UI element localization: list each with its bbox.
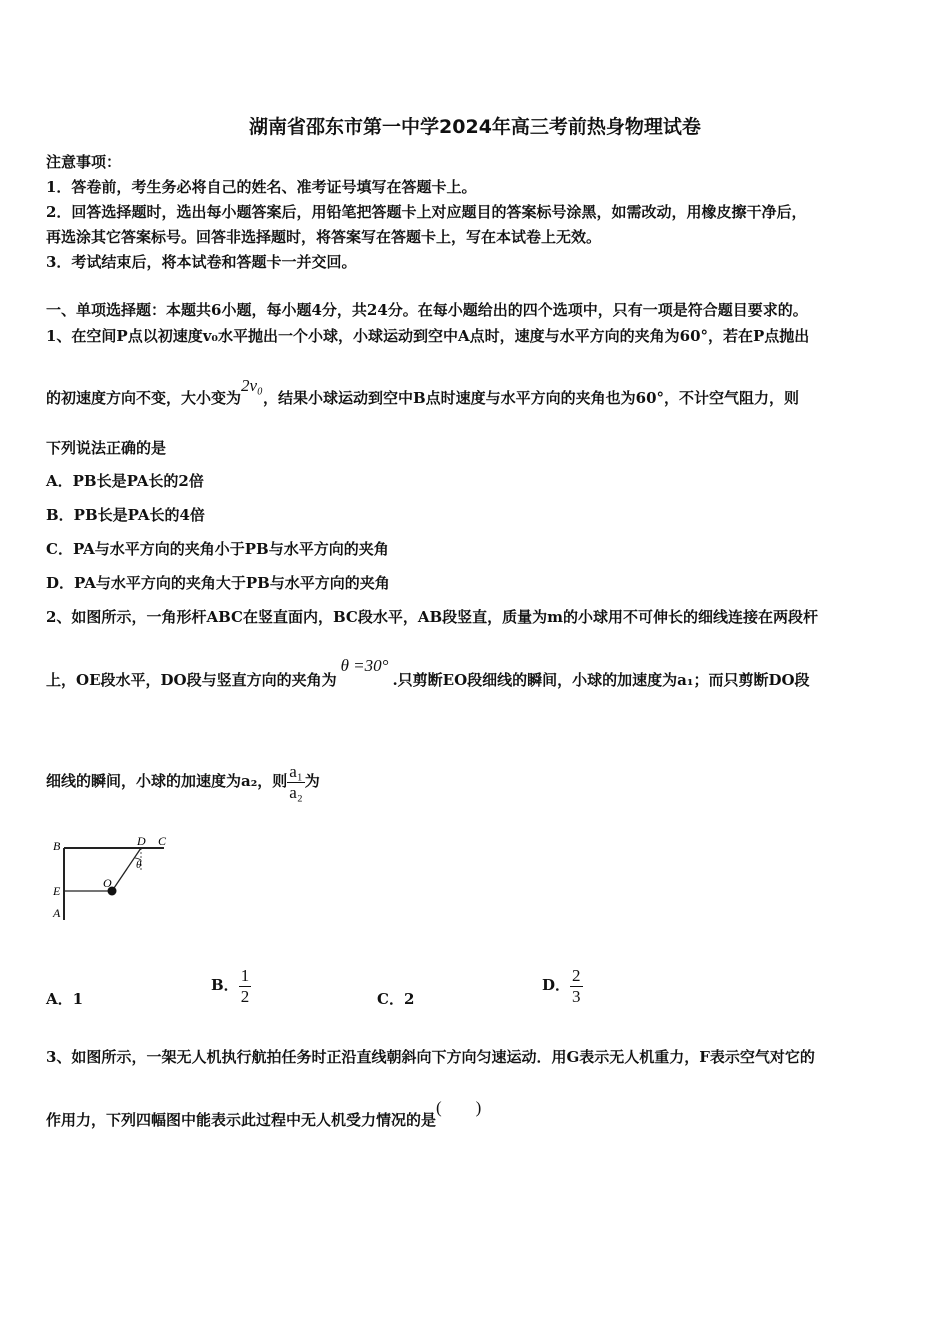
q1-math-2v0: 2v₀ (241, 376, 263, 395)
q2-option-b-fraction (239, 966, 252, 1007)
q2-option-c-value: 2 (403, 990, 415, 1008)
label-e: E (53, 884, 61, 898)
q2-line-3 (46, 760, 320, 803)
q2-option-d (542, 963, 583, 1007)
q1-line-3: 下列说法正确的是 (46, 439, 167, 457)
q2-fraction-a1-a2 (287, 762, 304, 803)
label-a: A (53, 906, 61, 920)
q2-line-2-post: .只剪断EO段细线的瞬间，小球的加速度为a₁；而只剪断DO段 (392, 671, 810, 689)
q1-option-c: C．PA与水平方向的夹角小于PB与水平方向的夹角 (46, 540, 389, 558)
q2-option-a-label: A． (46, 990, 73, 1008)
notice-item-2-cont: 再选涂其它答案标号。回答非选择题时，将答案写在答题卡上，写在本试卷上无效。 (46, 228, 602, 246)
q2-line-3-post: 为 (304, 772, 320, 790)
q2-option-d-num: 2 (572, 965, 581, 985)
label-b: B (53, 839, 61, 853)
q2-option-d-fraction (570, 966, 583, 1007)
q2-frac-num: a₁ (289, 761, 303, 781)
notice-item-3: 3．考试结束后，将本试卷和答题卡一并交回。 (46, 253, 357, 271)
q2-option-b-num: 1 (240, 965, 250, 985)
q1-option-a: A．PB长是PA长的2倍 (46, 472, 204, 490)
q2-frac-den: a₂ (289, 782, 303, 802)
q2-option-c-label: C． (377, 990, 404, 1008)
q2-option-b (211, 963, 251, 1007)
q2-option-a (46, 988, 83, 1009)
q1-line-1: 1、在空间P点以初速度v₀水平抛出一个小球，小球运动到空中A点时，速度与水平方向的夹角为60°，若在P点抛出 (46, 327, 810, 345)
q2-option-a-value: 1 (72, 990, 84, 1008)
label-theta: θ (136, 859, 142, 871)
notice-item-2: 2．回答选择题时，选出每小题答案后，用铅笔把答题卡上对应题目的答案标号涂黑，如需改动，用橡皮擦干净后， (46, 203, 807, 221)
q2-line-3-pre: 细线的瞬间，小球的加速度为a₂，则 (46, 772, 288, 790)
q2-rod-diagram (44, 832, 184, 924)
exam-title: 湖南省邵东市第一中学2024年高三考前热身物理试卷 (249, 116, 701, 138)
q2-math-theta: θ =30° (340, 656, 389, 675)
q2-line-1: 2、如图所示，一角形杆ABC在竖直面内，BC段水平，AB段竖直，质量为m的小球用不可伸长的细线连接在两段杆 (46, 608, 819, 626)
q1-line-2-pre: 的初速度方向不变，大小变为 (46, 389, 242, 407)
label-o: O (103, 876, 112, 890)
q3-line-1: 3、如图所示，一架无人机执行航拍任务时正沿直线朝斜向下方向匀速运动．用G表示无人机重力，F表示空气对它的 (46, 1048, 815, 1066)
q1-option-b: B．PB长是PA长的4倍 (46, 506, 205, 524)
q1-line-2-post: ，结果小球运动到空中B点时速度与水平方向的夹角也为60°，不计空气阻力，则 (262, 389, 800, 407)
notice-item-1: 1．答卷前，考生务必将自己的姓名、准考证号填写在答题卡上。 (46, 178, 477, 196)
q3-line-2-text: 作用力，下列四幅图中能表示此过程中无人机受力情况的是 (46, 1111, 437, 1129)
q2-option-b-den: 2 (240, 986, 250, 1006)
q2-option-d-label: D． (542, 976, 571, 994)
section-heading: 一、单项选择题：本题共6小题，每小题4分，共24分。在每小题给出的四个选项中，只有一项是符合题目要求的。 (46, 301, 808, 319)
q3-line-2 (46, 1098, 482, 1130)
q2-line-2 (46, 656, 810, 690)
q2-line-2-pre: 上，OE段水平，DO段与竖直方向的夹角为 (46, 671, 337, 689)
q2-option-b-label: B． (211, 976, 239, 994)
q2-option-c (377, 988, 414, 1009)
label-c: C (158, 834, 167, 848)
q1-line-2 (46, 376, 800, 408)
q1-option-d: D．PA与水平方向的夹角大于PB与水平方向的夹角 (46, 574, 390, 592)
label-d: D (137, 834, 146, 848)
q2-option-d-den: 3 (572, 986, 581, 1006)
q3-answer-paren: ( ) (436, 1098, 482, 1117)
notice-heading: 注意事项： (46, 153, 122, 171)
